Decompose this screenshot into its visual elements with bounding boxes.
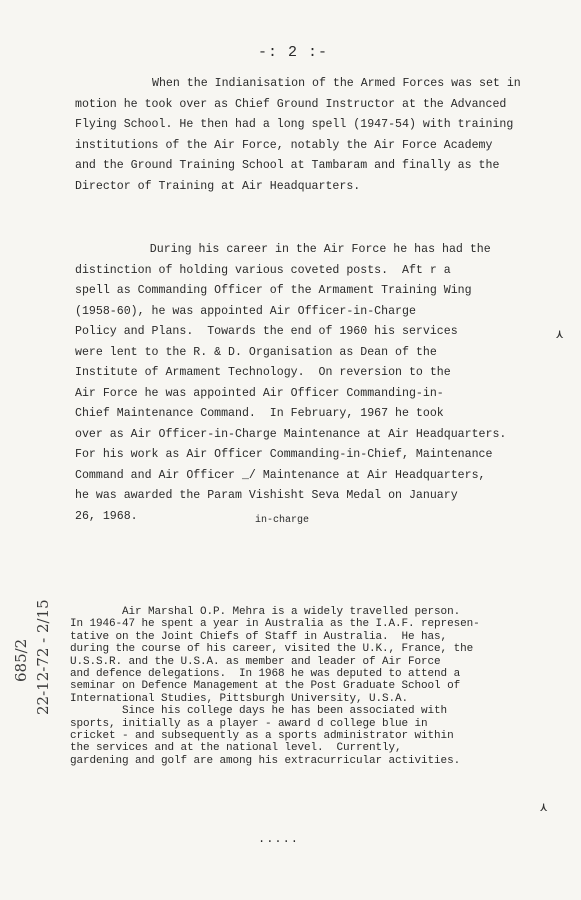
- text-line: International Studies, Pittsburgh University, U.S.A.: [70, 692, 409, 705]
- text-line: 26, 1968.: [75, 509, 138, 523]
- text-line: Command and Air Officer _/ Maintenance at Air Headquarters,: [75, 468, 486, 482]
- text-line: Policy and Plans. Towards the end of 1960 his services: [75, 325, 458, 338]
- text-line: Director of Training at Air Headquarters.: [75, 179, 361, 193]
- margin-mark: ⋏: [556, 328, 564, 342]
- text-line: over as Air Officer-in-Charge Maintenance at Air Headquarters.: [75, 427, 507, 441]
- text-line: tative on the Joint Chiefs of Staff in Australia. He has,: [70, 630, 448, 643]
- text-line: gardening and golf are among his extracurricular activities.: [70, 754, 461, 767]
- page-number: -: 2 :-: [258, 44, 329, 61]
- text-line: spell as Commanding Officer of the Armament Training Wing: [75, 284, 472, 297]
- paragraph-travel-sports: [70, 606, 480, 767]
- text-line: during the course of his career, visited the U.K., France, the: [70, 643, 474, 656]
- text-line: motion he took over as Chief Ground Instructor at the Advanced: [75, 97, 507, 111]
- text-line: When the Indianisation of the Armed Forces was set in: [152, 77, 521, 90]
- paragraph-career: [75, 240, 506, 527]
- text-line: During his career in the Air Force he has had the: [115, 243, 491, 256]
- paragraph-indianisation: [75, 74, 521, 197]
- text-line: and defence delegations. In 1968 he was deputed to attend a: [70, 668, 461, 681]
- handwritten-date-note: 22-12-72 - 2/15: [34, 599, 52, 715]
- margin-mark: ⋏: [540, 801, 548, 815]
- text-line: distinction of holding various coveted posts. Aft r a: [75, 263, 451, 277]
- text-line: Institute of Armament Technology. On reversion to the: [75, 366, 451, 379]
- text-line: Air Marshal O.P. Mehra is a widely travelled person.: [70, 606, 461, 618]
- text-line: For his work as Air Officer Commanding-in-Chief, Maintenance: [75, 448, 493, 461]
- inserted-correction: in-charge: [255, 515, 310, 526]
- text-line: the services and at the national level. Currently,: [70, 742, 402, 755]
- text-line: (1958-60), he was appointed Air Officer-in-Charge: [75, 304, 416, 318]
- text-line: were lent to the R. & D. Organisation as Dean of the: [75, 345, 437, 359]
- end-marker: .....: [258, 832, 300, 846]
- text-line: In 1946-47 he spent a year in Australia as the I.A.F. represen-: [70, 618, 480, 631]
- text-line: Air Force he was appointed Air Officer Commanding-in-: [75, 386, 444, 400]
- text-line: Since his college days he has been associated with: [70, 705, 448, 718]
- handwritten-file-number: 685/2: [12, 638, 30, 682]
- text-line: seminar on Defence Management at the Post Graduate School of: [70, 680, 461, 693]
- text-line: Flying School. He then had a long spell (1947-54) with training: [75, 118, 514, 131]
- text-line: and the Ground Training School at Tambaram and finally as the: [75, 159, 500, 172]
- text-line: he was awarded the Param Vishisht Seva Medal on January: [75, 489, 458, 502]
- text-line: U.S.S.R. and the U.S.A. as member and leader of Air Force: [70, 655, 441, 668]
- text-line: institutions of the Air Force, notably the Air Force Academy: [75, 138, 493, 152]
- text-line: Chief Maintenance Command. In February, 1967 he took: [75, 407, 444, 420]
- text-line: cricket - and subsequently as a sports administrator within: [70, 730, 454, 743]
- text-line: sports, initially as a player - award d college blue in: [70, 717, 428, 730]
